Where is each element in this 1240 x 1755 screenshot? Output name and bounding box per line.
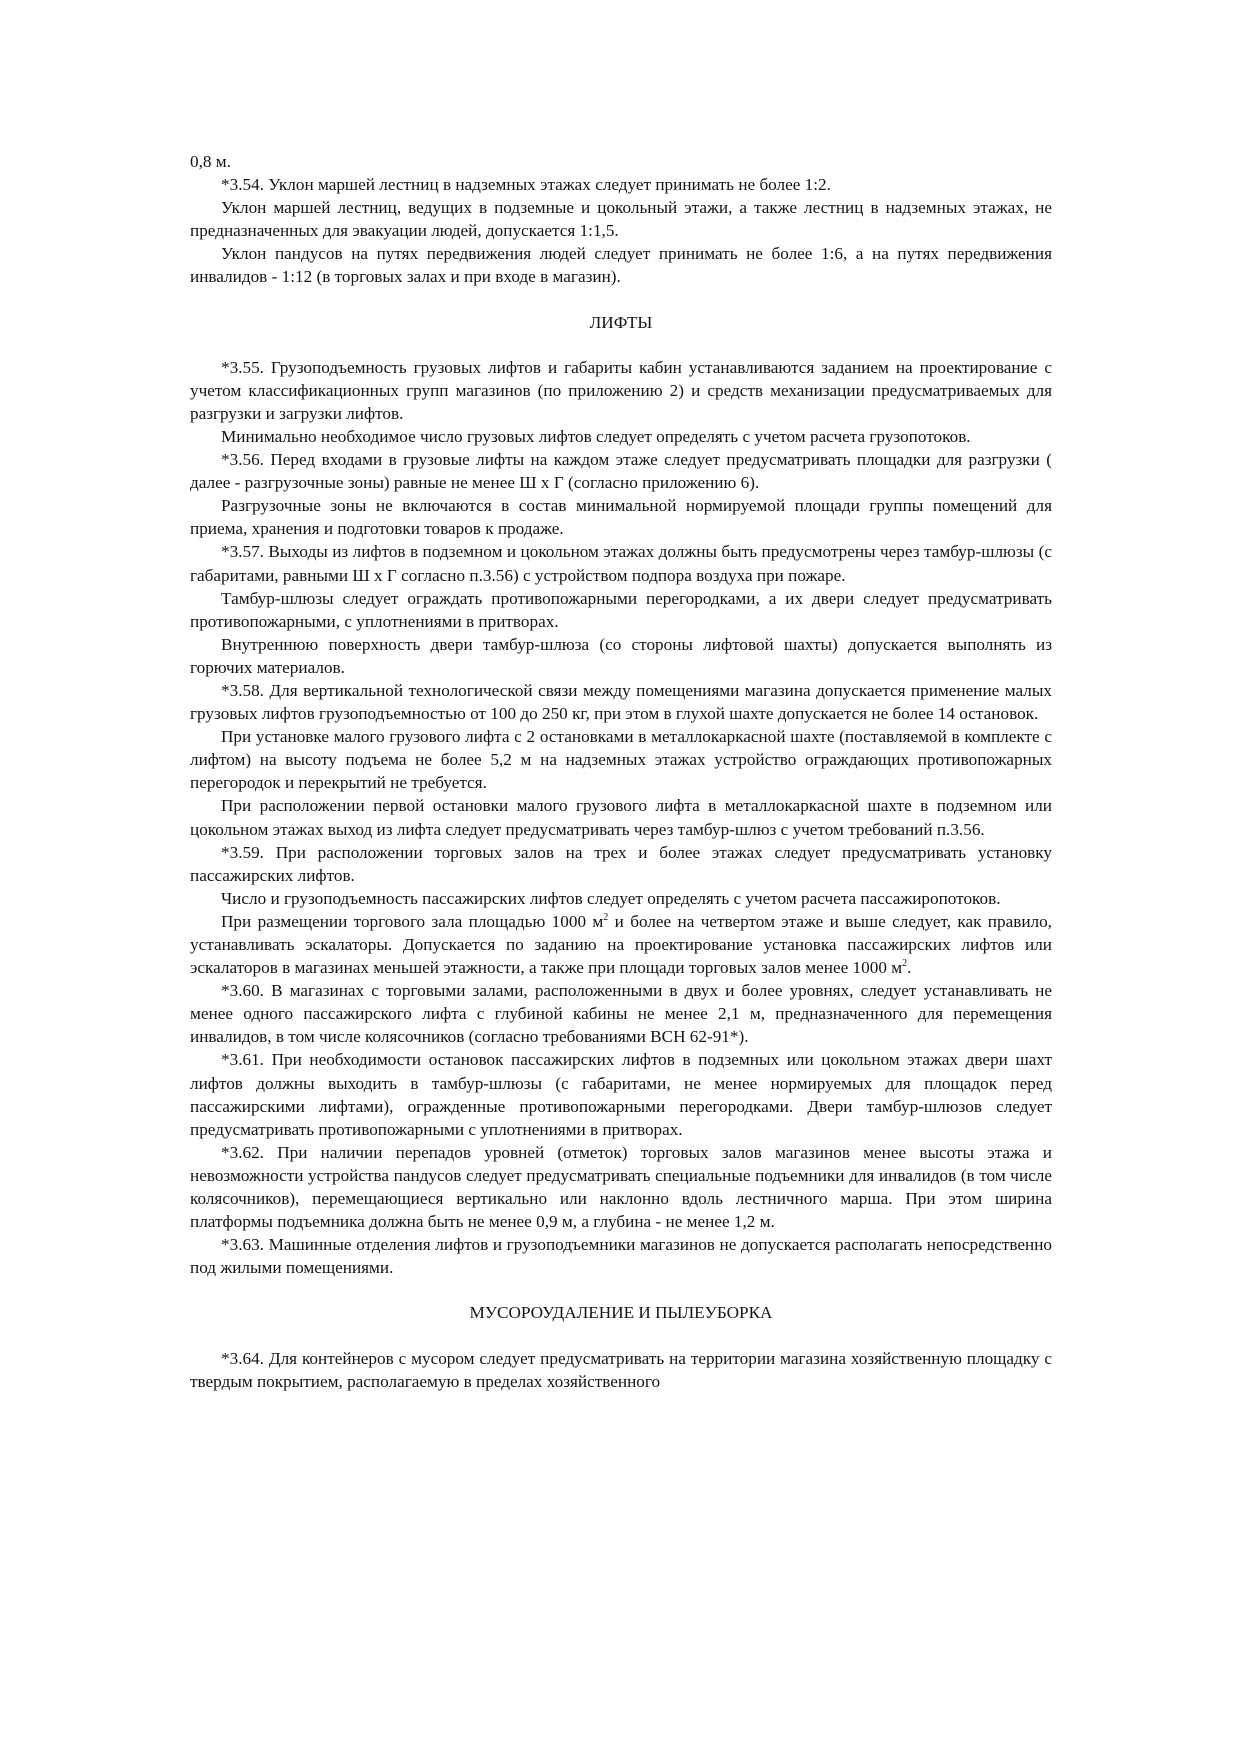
paragraph: Минимально необходимое число грузовых лифтов следует определять с учетом расчета грузопотоков. xyxy=(221,426,971,446)
paragraph: При установке малого грузового лифта с 2 остановками в металлокаркасной шахте (поставляемой в комплекте с лифтом) на высоту подъема не более 5,2 м на надземных этажах устройство ограждающих противопожарных перегородок и перекрытий не требуется. xyxy=(190,727,1052,793)
paragraph: *3.60. В магазинах с торговыми залами, расположенными в двух и более уровнях, следует устанавливать не менее одного пассажирского лифта с глубиной кабины не менее 2,1 м, предназначенного для перемещения инвалидов, в том числе колясочников (согласно требованиями ВСН 62-91*). xyxy=(190,981,1052,1047)
paragraph: *3.54. Уклон маршей лестниц в надземных этажах следует принимать не более 1:2. xyxy=(221,175,831,195)
paragraph: При расположении первой остановки малого грузового лифта в металлокаркасной шахте в подземном или цокольном этажах выход из лифта следует предусматривать через тамбур-шлюз с учетом требований п.3.56. xyxy=(190,796,1052,839)
paragraph: Разгрузочные зоны не включаются в состав минимальной нормируемой площади группы помещений для приема, хранения и подготовки товаров к продаже. xyxy=(190,496,1052,539)
paragraph: *3.63. Машинные отделения лифтов и грузоподъемники магазинов не допускается располагать непосредственно под жилыми помещениями. xyxy=(190,1235,1052,1278)
paragraph: Тамбур-шлюзы следует ограждать противопожарными перегородками, а их двери следует предусматривать противопожарными, с уплотнениями в притворах. xyxy=(190,588,1052,631)
paragraph: Внутреннюю поверхность двери тамбур-шлюза (со стороны лифтовой шахты) допускается выполнять из горючих материалов. xyxy=(190,634,1052,677)
text-run: и более на четвертом этаже и выше следует, как правило, устанавливать эскалаторы. Допускается по заданию на проектирование установка пассажирских лифтов или эскалаторов в магазинах меньшей этажности, а также при площади торговых залов менее 1000 м xyxy=(190,911,1052,978)
paragraph: *3.62. При наличии перепадов уровней (отметок) торговых залов магазинов менее высоты этажа и невозможности устройства пандусов следует предусматривать специальные подъемники для инвалидов (в том числе колясочников), перемещающиеся вертикально или наклонно вдоль лестничного марша. При этом ширина платформы подъемника должна быть не менее 0,9 м, а глубина - не менее 1,2 м. xyxy=(190,1142,1052,1232)
paragraph: Уклон пандусов на путях передвижения людей следует принимать не более 1:6, а на путях передвижения инвалидов - 1:12 (в торговых залах и при входе в магазин). xyxy=(190,244,1052,287)
paragraph-escalators xyxy=(190,910,1052,979)
paragraph: *3.64. Для контейнеров с мусором следует предусматривать на территории магазина хозяйственную площадку с твердым покрытием, располагаемую в пределах хозяйственного xyxy=(190,1348,1052,1391)
paragraph: *3.55. Грузоподъемность грузовых лифтов и габариты кабин устанавливаются заданием на проектирование с учетом классификационных групп магазинов (по приложению 2) и средств механизации предусматриваемых для разгрузки и загрузки лифтов. xyxy=(190,357,1052,423)
paragraph: Уклон маршей лестниц, ведущих в подземные и цокольный этажи, а также лестниц в надземных этажах, не предназначенных для эвакуации людей, допускается 1:1,5. xyxy=(190,198,1052,241)
section-heading-lifts: ЛИФТЫ xyxy=(589,312,653,332)
paragraph: *3.56. Перед входами в грузовые лифты на каждом этаже следует предусматривать площадки для разгрузки ( далее - разгрузочные зоны) равные не менее Ш х Г (согласно приложению 6). xyxy=(190,450,1052,493)
section-heading-waste: МУСОРОУДАЛЕНИЕ И ПЫЛЕУБОРКА xyxy=(469,1303,773,1323)
paragraph: Число и грузоподъемность пассажирских лифтов следует определять с учетом расчета пассажиропотоков. xyxy=(221,888,1001,908)
paragraph: *3.61. При необходимости остановок пассажирских лифтов в подземных или цокольном этажах двери шахт лифтов должны выходить в тамбур-шлюзы (с габаритами, не менее нормируемых для площадок перед пассажирскими лифтами), огражденные противопожарными перегородками. Двери тамбур-шлюзов следует предусматривать противопожарными с уплотнениями в притворах. xyxy=(190,1050,1052,1139)
text-run: . xyxy=(907,958,912,978)
paragraph: *3.58. Для вертикальной технологической связи между помещениями магазина допускается применение малых грузовых лифтов грузоподъемностью от 100 до 250 кг, при этом в глухой шахте допускается не более 14 остановок. xyxy=(190,680,1052,724)
text-run: При размещении торгового зала площадью 1000 м xyxy=(221,911,604,931)
paragraph: *3.59. При расположении торговых залов на трех и более этажах следует предусматривать установку пассажирских лифтов. xyxy=(190,842,1052,885)
superscript: 2 xyxy=(603,911,609,923)
document-page xyxy=(190,150,1052,1393)
superscript: 2 xyxy=(902,958,908,970)
paragraph: *3.57. Выходы из лифтов в подземном и цокольном этажах должны быть предусмотрены через тамбур-шлюзы (с габаритами, равными Ш х Г согласно п.3.56) с устройством подпора воздуха при пожаре. xyxy=(190,542,1052,585)
paragraph: 0,8 м. xyxy=(190,152,231,171)
